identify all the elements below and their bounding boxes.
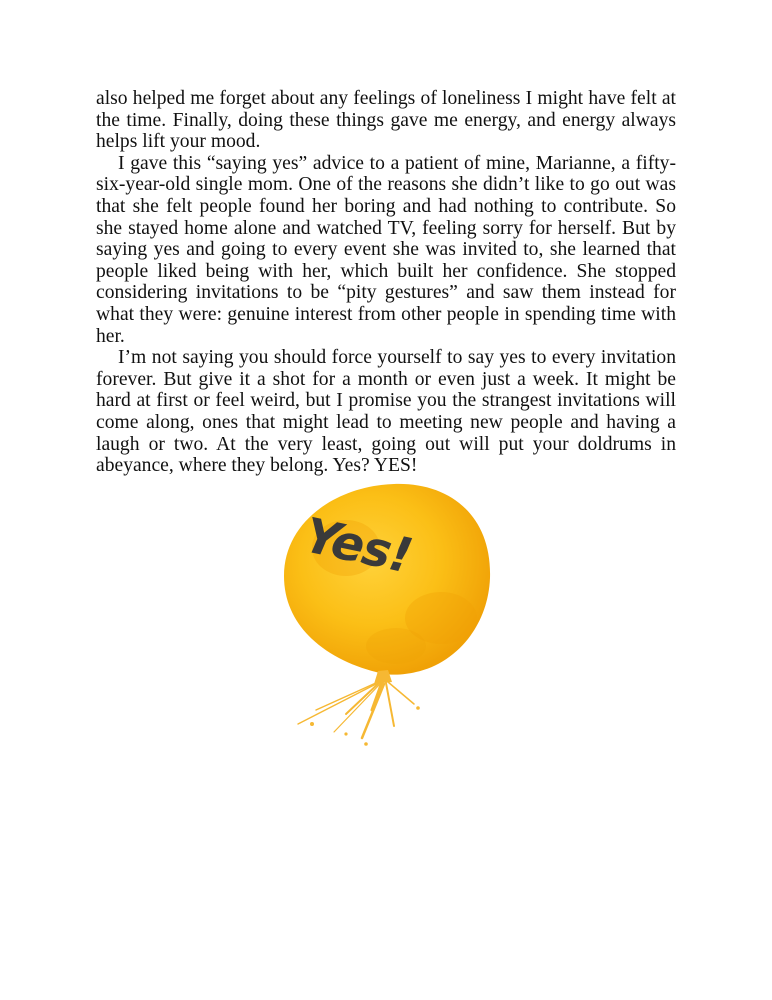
paragraph-1: also helped me forget about any feelings of loneliness I might have felt at the time. Finally, doing these things gave me energy, and energy always helps lift your mood. [96, 88, 676, 153]
paragraph-2: I gave this “saying yes” advice to a patient of mine, Marianne, a fifty-six-year-old single mom. One of the reasons she didn’t like to go out was that she felt people found her boring and had nothing to contribute. So she stayed home alone and watched TV, feeling sorry for herself. But by saying yes and going to every event she was invited to, she learned that people liked being with her, which built her confidence. She stopped considering invitations to be “pity gestures” and saw them instead for what they were: genuine interest from other people in spending time with her. [96, 152, 676, 347]
balloon-lettering: Yes! [299, 507, 417, 585]
paragraph-3: I’m not saying you should force yourself to say yes to every invitation forever. But give it a shot for a month or even just a week. It might be hard at first or feel weird, but I promise you the strangest invitations will come along, ones that might lead to meeting new people and having a laugh or two. At the very least, going out will put your doldrums in abeyance, where they belong. Yes? YES! [96, 347, 676, 477]
body-text [96, 88, 676, 477]
yellow-balloon-icon [276, 478, 516, 748]
yes-balloon-illustration [276, 478, 516, 748]
